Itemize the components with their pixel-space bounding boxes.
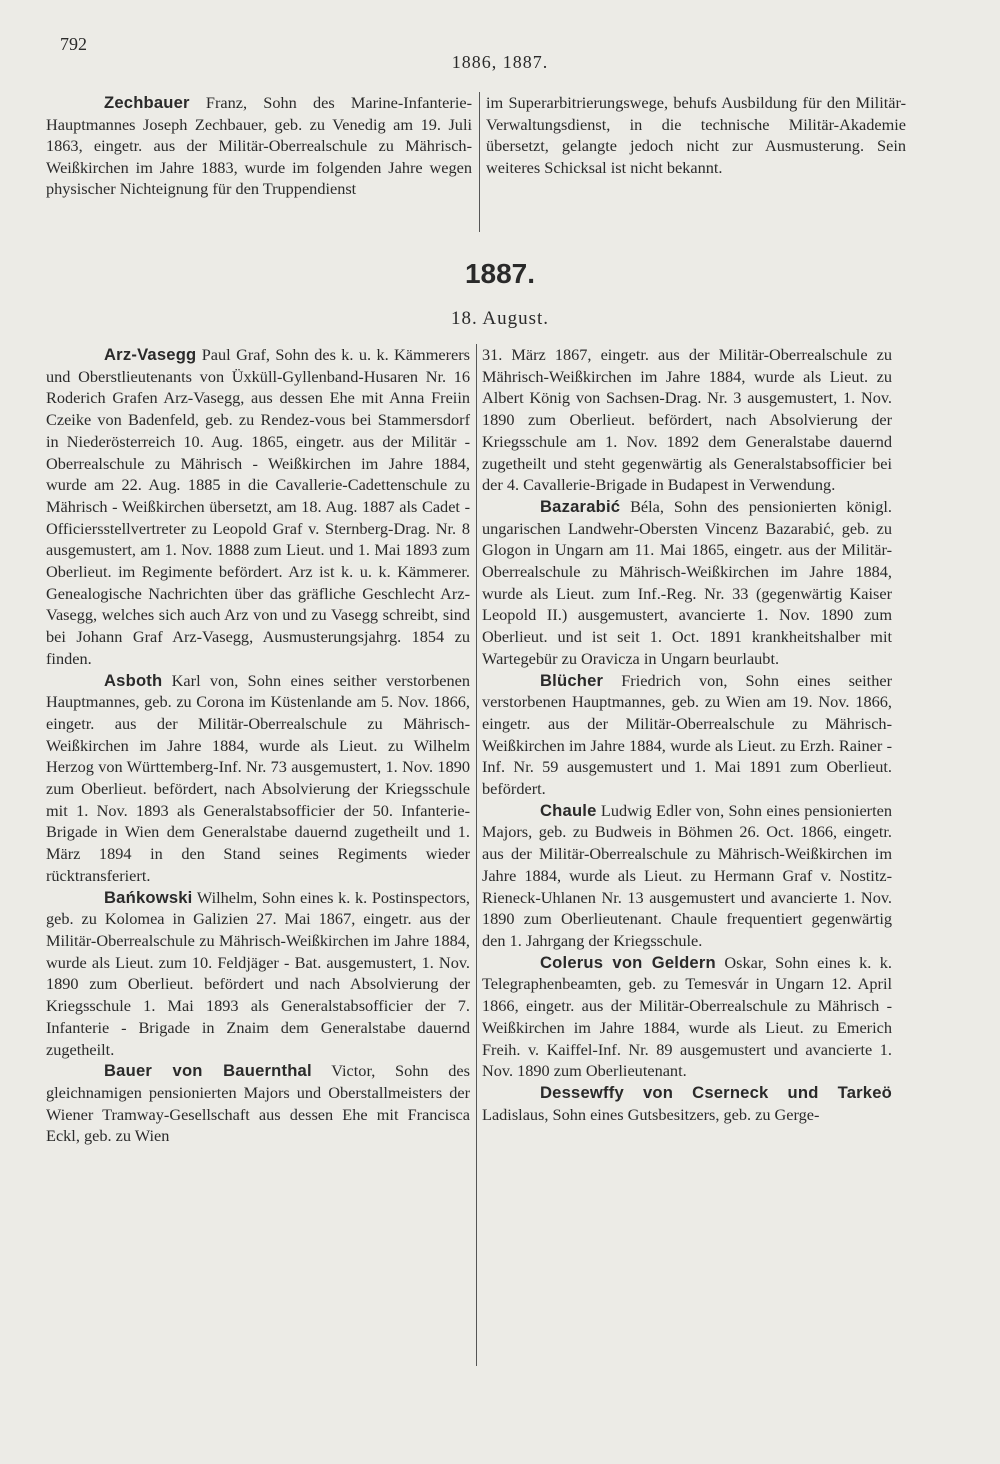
running-head: 1886, 1887. — [451, 52, 549, 72]
entry-surname: Bauer von Bauernthal — [104, 1061, 312, 1081]
entry-text: Béla, Sohn des pensionierten königl. ungarischen Landwehr-Obersten Vincenz Bazarabić, geb. zu Glogon in Ungarn am 11. Mai 1865, eingetr. aus der Militär-Oberrealschule zu Mährisch-Weißkirchen im Jahre 1884, wurde als Lieut. zum Inf.-Reg. Nr. 33 (gegenwärtig Kaiser Leopold II.) ausgemustert, avancierte 1. Nov. 1890 zum Oberlieut. und ist seit 1. Oct. 1891 krankheitshalber mit Wartegebür zu Oravicza in Ungarn beurlaubt. — [482, 496, 892, 668]
biography-entry — [46, 670, 470, 887]
biography-entry — [482, 800, 892, 952]
top-column-rule — [479, 92, 480, 232]
biography-entry — [482, 670, 892, 800]
entry-continuation — [482, 344, 892, 496]
entry-text: Oskar, Sohn eines k. k. Telegraphenbeamten, geb. zu Temesvár in Ungarn 12. April 1866, eingetr. aus der Militär-Oberrealschule zu Mährisch - Weißkirchen im Jahre 1884, wurde als Lieut. zu Emerich Freih. v. Kaiffel-Inf. Nr. 89 ausgemustert und avancierte 1. Nov. 1890 zum Oberlieutenant. — [482, 952, 892, 1081]
biography-entry — [482, 1082, 892, 1125]
entry-surname: Asboth — [104, 670, 163, 690]
biography-entry — [46, 1060, 470, 1147]
entry-text: Wilhelm, Sohn eines k. k. Postinspectors, geb. zu Kolomea in Galizien 27. Mai 1867, eingetr. aus der Militär-Oberrealschule zu Mährisch-Weißkirchen im Jahre 1884, wurde als Lieut. zum 10. Feldjäger - Bat. ausgemustert, 1. Nov. 1890 zum Oberlieut. befördert und nach Absolvierung der Kriegsschule 1. Mai 1893 als Generalstabsofficier der 7. Infanterie - Brigade in Znaim dem Generalstabe dauernd zugetheilt. — [46, 887, 470, 1059]
main-column-rule — [476, 344, 477, 1366]
main-right-column — [482, 344, 892, 1125]
entry-text: Franz, Sohn des Marine-Infanterie-Hauptmannes Joseph Zechbauer, geb. zu Venedig am 19. Juli 1863, eingetr. aus der Militär-Oberrealschule zu Mährisch-Weißkirchen im Jahre 1883, wurde im folgenden Jahre wegen physischer Nichteignung für den Truppendienst — [46, 93, 472, 199]
entry-text: Victor, Sohn des gleichnamigen pensionierten Majors und Oberstallmeisters der Wiener Tramway-Gesellschaft aus dessen Ehe mit Francisca Eckl, geb. zu Wien — [46, 1061, 470, 1146]
entry-text: Karl von, Sohn eines seither verstorbenen Hauptmannes, geb. zu Corona im Küstenlande am 5. Nov. 1866, eingetr. aus der Militär-Oberrealschule zu Mährisch-Weißkirchen im Jahre 1884, wurde als Lieut. zu Wilhelm Herzog von Württemberg-Inf. Nr. 73 ausgemustert, 1. Nov. 1890 zum Oberlieut. befördert, nach Absolvierung der Kriegsschule mit 1. Nov. 1893 als Generalstabsofficier der 50. Infanterie-Brigade in Wien dem Generalstabe dauernd zugetheilt und 1. März 1894 in den Stand seines Regiments wieder rücktransferiert. — [46, 670, 470, 885]
page-number: 792 — [60, 34, 87, 54]
entry-surname: Dessewffy von Cserneck und Tarkeö — [540, 1082, 892, 1102]
entry-text: Friedrich von, Sohn eines seither verstorbenen Hauptmannes, geb. zu Wien am 19. Nov. 1866, eingetr. aus der Militär-Oberrealschule zu Mährisch-Weißkirchen im Jahre 1884, wurde als Lieut. zu Erzh. Rainer - Inf. Nr. 59 ausgemustert und 1. Mai 1891 zum Oberlieut. befördert. — [482, 670, 892, 799]
main-left-column — [46, 344, 470, 1147]
date-heading: 18. August. — [450, 308, 550, 329]
entry-text: Ladislaus, Sohn eines Gutsbesitzers, geb. zu Gerge- — [482, 1104, 820, 1124]
entry-surname: Blücher — [540, 670, 604, 690]
entry-text: Paul Graf, Sohn des k. u. k. Kämmerers und Oberstlieutenants von Üxküll-Gyllenband-Husaren Nr. 16 Roderich Grafen Arz-Vasegg, aus dessen Ehe mit Anna Freiin Czeike von Badenfeld, geb. zu Rendez-vous bei Stammersdorf in Niederösterreich 10. Aug. 1865, eingetr. aus der Militär - Oberrealschule zu Mährisch - Weißkirchen im Jahre 1884, wurde am 22. Aug. 1885 in die Cavallerie-Cadettenschule zu Mährisch - Weißkirchen übersetzt, am 18. Aug. 1887 als Cadet - Officiersstellvertreter zu Leopold Graf v. Sternberg-Drag. Nr. 8 ausgemustert, am 1. Nov. 1888 zum Lieut. und 1. Mai 1893 zum Oberlieut. im Regimente befördert. Arz ist k. u. k. Kämmerer. Genealogische Nachrichten über das gräfliche Geschlecht Arz-Vasegg, welches sich auch Arz von und zu Vasegg schreibt, sind bei Johann Graf Arz-Vasegg, Ausmusterungsjahrg. 1854 zu finden. — [46, 345, 470, 668]
entry-text: im Superarbitrierungswege, behufs Ausbildung für den Militär-Verwaltungsdienst, in die technische Militär-Akademie übersetzt, gelangte jedoch nicht zur Ausmusterung. Sein weiteres Schicksal ist nicht bekannt. — [486, 93, 906, 177]
entry-surname: Zechbauer — [104, 93, 190, 112]
year-heading: 1887. — [464, 258, 536, 289]
entry-surname: Bańkowski — [104, 887, 193, 907]
entry-text: Ludwig Edler von, Sohn eines pensionierten Majors, geb. zu Budweis in Böhmen 26. Oct. 1866, eingetr. aus der Militär-Oberrealschule zu Mährisch-Weißkirchen im Jahre 1884, wurde als Lieut. zu Hermann Graf v. Nostitz-Rieneck-Uhlanen Nr. 13 ausgemustert und avancierte 1. Nov. 1890 zum Oberlieutenant. Chaule frequentiert gegenwärtig den 1. Jahrgang der Kriegsschule. — [482, 800, 892, 950]
top-left-column — [46, 92, 472, 200]
entry-surname: Chaule — [540, 800, 597, 820]
biography-entry — [46, 92, 472, 200]
entry-continuation — [486, 92, 906, 178]
biography-entry — [482, 496, 892, 670]
entry-surname: Arz-Vasegg — [104, 345, 197, 364]
biography-entry — [46, 887, 470, 1061]
entry-surname: Bazarabić — [540, 496, 621, 516]
entry-text: 31. März 1867, eingetr. aus der Militär-Oberrealschule zu Mährisch-Weißkirchen im Jahre 1884, wurde als Lieut. zu Albert König von Sachsen-Drag. Nr. 3 ausgemustert, 1. Nov. 1890 zum Oberlieut. befördert, nach Absolvierung der Kriegsschule am 1. Nov. 1892 dem Generalstabe dauernd zugetheilt und steht gegenwärtig als Generalstabsofficier bei der 4. Cavallerie-Brigade in Budapest in Verwendung. — [482, 345, 892, 495]
top-right-column — [486, 92, 906, 178]
entry-surname: Colerus von Geldern — [540, 952, 716, 972]
biography-entry — [482, 952, 892, 1082]
biography-entry — [46, 344, 470, 670]
